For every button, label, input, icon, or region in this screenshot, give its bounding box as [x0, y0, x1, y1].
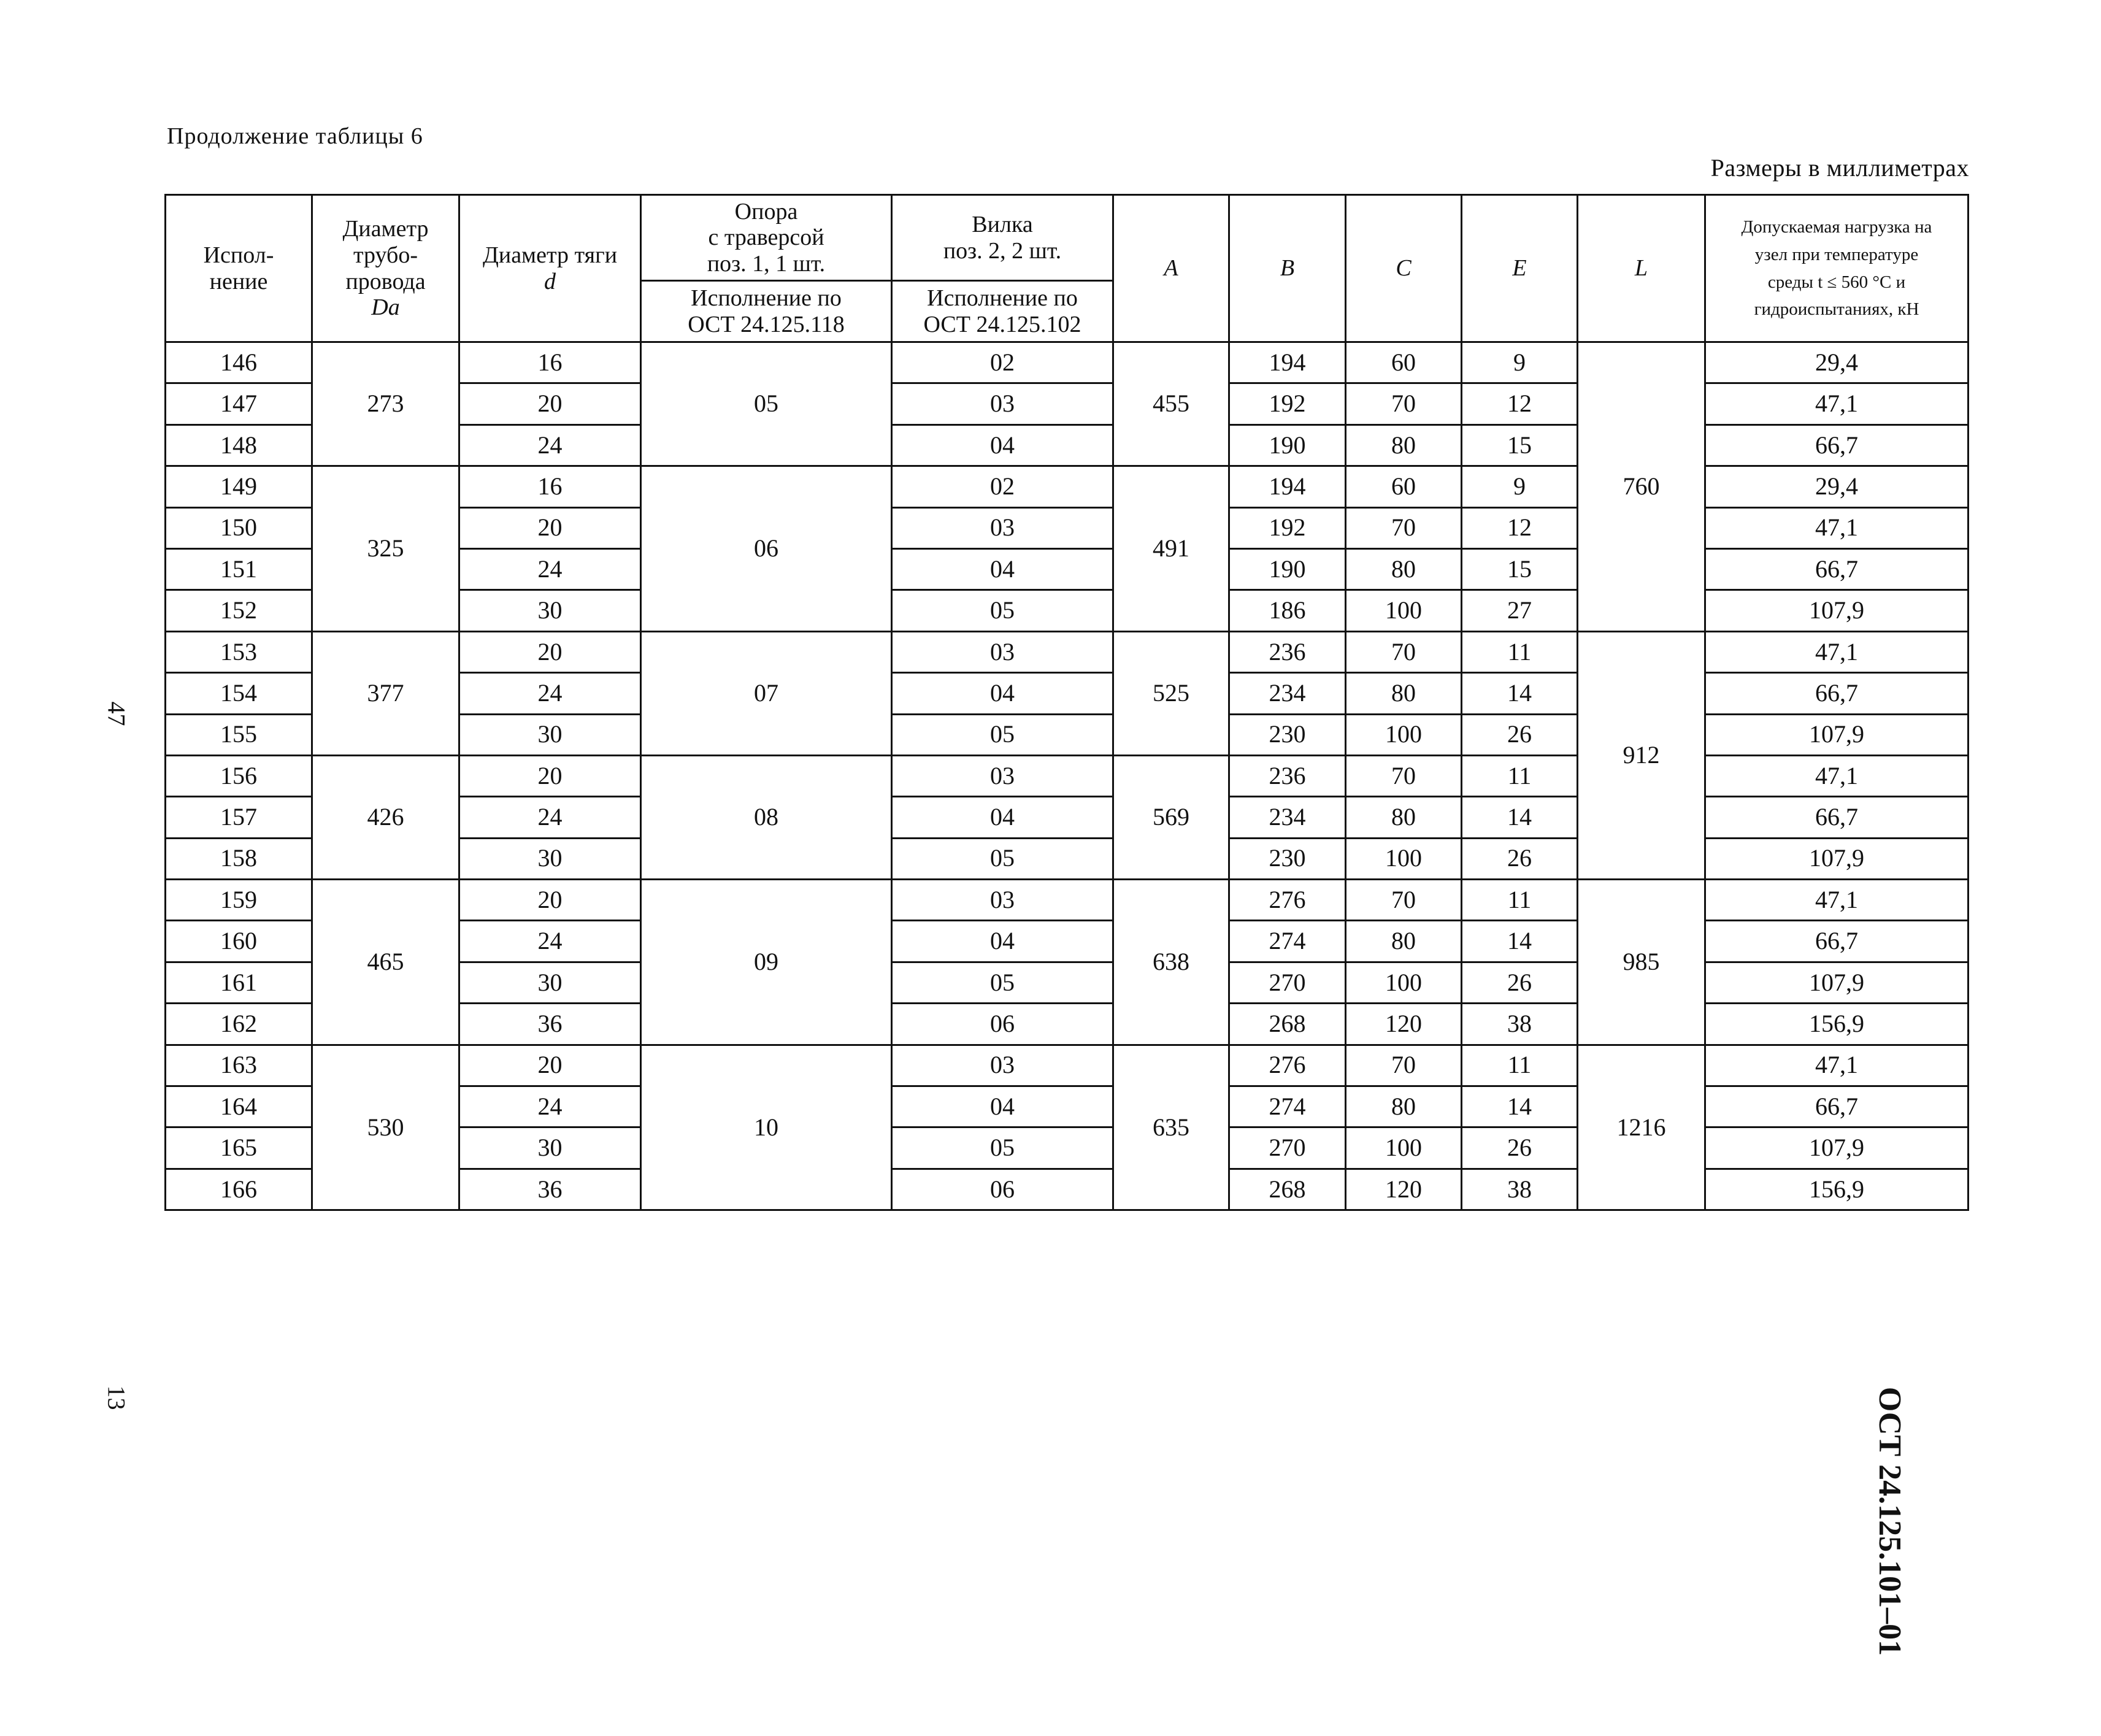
cell-pipe-diameter: 530 — [312, 1045, 459, 1210]
cell-rod-diameter: 20 — [459, 755, 641, 796]
page-number-bottom: 13 — [102, 1385, 131, 1410]
cell-execution: 156 — [166, 755, 312, 796]
cell-E: 26 — [1462, 838, 1578, 879]
cell-E: 26 — [1462, 962, 1578, 1003]
cell-load: 47,1 — [1705, 631, 1968, 672]
cell-E: 38 — [1462, 1004, 1578, 1045]
cell-load: 156,9 — [1705, 1169, 1968, 1210]
table-row — [166, 342, 1968, 383]
header-pipe-diameter: Диаметр трубо- провода Da — [312, 195, 459, 342]
cell-B: 190 — [1229, 424, 1346, 466]
cell-load: 66,7 — [1705, 921, 1968, 962]
cell-load: 107,9 — [1705, 1127, 1968, 1169]
cell-execution: 148 — [166, 424, 312, 466]
cell-load: 107,9 — [1705, 838, 1968, 879]
cell-E: 15 — [1462, 548, 1578, 590]
cell-execution: 164 — [166, 1086, 312, 1127]
cell-pipe-diameter: 377 — [312, 631, 459, 755]
table-row — [166, 631, 1968, 672]
cell-C: 80 — [1346, 673, 1462, 714]
cell-support: 06 — [641, 466, 892, 632]
cell-fork: 04 — [892, 673, 1113, 714]
cell-fork: 05 — [892, 962, 1113, 1003]
cell-B: 268 — [1229, 1169, 1346, 1210]
cell-execution: 162 — [166, 1004, 312, 1045]
cell-fork: 04 — [892, 1086, 1113, 1127]
cell-A: 525 — [1113, 631, 1229, 755]
cell-rod-diameter: 30 — [459, 1127, 641, 1169]
cell-B: 194 — [1229, 466, 1346, 507]
cell-execution: 158 — [166, 838, 312, 879]
cell-E: 15 — [1462, 424, 1578, 466]
cell-B: 234 — [1229, 797, 1346, 838]
cell-rod-diameter: 20 — [459, 507, 641, 548]
cell-C: 70 — [1346, 631, 1462, 672]
cell-load: 47,1 — [1705, 1045, 1968, 1086]
cell-support: 05 — [641, 342, 892, 466]
cell-E: 38 — [1462, 1169, 1578, 1210]
cell-fork: 03 — [892, 755, 1113, 796]
cell-support: 09 — [641, 880, 892, 1045]
cell-E: 11 — [1462, 631, 1578, 672]
cell-B: 192 — [1229, 507, 1346, 548]
cell-rod-diameter: 20 — [459, 880, 641, 921]
cell-load: 47,1 — [1705, 880, 1968, 921]
header-A: A — [1113, 195, 1229, 342]
cell-fork: 05 — [892, 590, 1113, 631]
cell-rod-diameter: 24 — [459, 797, 641, 838]
cell-B: 190 — [1229, 548, 1346, 590]
cell-pipe-diameter: 426 — [312, 755, 459, 879]
cell-B: 274 — [1229, 1086, 1346, 1127]
cell-E: 12 — [1462, 507, 1578, 548]
header-E: E — [1462, 195, 1578, 342]
cell-L: 985 — [1578, 880, 1705, 1045]
cell-E: 9 — [1462, 342, 1578, 383]
cell-execution: 165 — [166, 1127, 312, 1169]
cell-rod-diameter: 16 — [459, 342, 641, 383]
cell-fork: 04 — [892, 921, 1113, 962]
cell-execution: 163 — [166, 1045, 312, 1086]
cell-E: 26 — [1462, 714, 1578, 755]
cell-E: 14 — [1462, 797, 1578, 838]
cell-L: 912 — [1578, 631, 1705, 879]
table-caption: Продолжение таблицы 6 — [167, 123, 423, 149]
cell-pipe-diameter: 325 — [312, 466, 459, 632]
cell-A: 638 — [1113, 880, 1229, 1045]
cell-load: 47,1 — [1705, 383, 1968, 424]
cell-B: 230 — [1229, 838, 1346, 879]
header-support-standard: Исполнение по ОСТ 24.125.118 — [641, 281, 892, 342]
cell-rod-diameter: 20 — [459, 631, 641, 672]
cell-pipe-diameter: 465 — [312, 880, 459, 1045]
cell-C: 100 — [1346, 714, 1462, 755]
table-row — [166, 880, 1968, 921]
cell-B: 236 — [1229, 631, 1346, 672]
cell-C: 80 — [1346, 1086, 1462, 1127]
cell-rod-diameter: 24 — [459, 673, 641, 714]
cell-load: 29,4 — [1705, 342, 1968, 383]
cell-B: 270 — [1229, 1127, 1346, 1169]
cell-rod-diameter: 24 — [459, 921, 641, 962]
cell-rod-diameter: 30 — [459, 838, 641, 879]
cell-support: 08 — [641, 755, 892, 879]
dimensions-table — [164, 194, 1969, 1211]
cell-A: 455 — [1113, 342, 1229, 466]
header-L: L — [1578, 195, 1705, 342]
cell-fork: 03 — [892, 1045, 1113, 1086]
cell-execution: 149 — [166, 466, 312, 507]
header-C: C — [1346, 195, 1462, 342]
cell-B: 268 — [1229, 1004, 1346, 1045]
cell-load: 66,7 — [1705, 424, 1968, 466]
cell-load: 29,4 — [1705, 466, 1968, 507]
cell-C: 120 — [1346, 1004, 1462, 1045]
cell-C: 70 — [1346, 383, 1462, 424]
cell-C: 80 — [1346, 424, 1462, 466]
header-rod-diameter-symbol: d — [544, 268, 556, 294]
cell-E: 11 — [1462, 880, 1578, 921]
cell-C: 100 — [1346, 1127, 1462, 1169]
cell-E: 11 — [1462, 755, 1578, 796]
cell-C: 70 — [1346, 507, 1462, 548]
cell-fork: 03 — [892, 507, 1113, 548]
cell-B: 234 — [1229, 673, 1346, 714]
cell-B: 236 — [1229, 755, 1346, 796]
cell-rod-diameter: 24 — [459, 1086, 641, 1127]
cell-execution: 160 — [166, 921, 312, 962]
cell-E: 26 — [1462, 1127, 1578, 1169]
document-code: ОСТ 24.125.101–01 — [1872, 1386, 1907, 1656]
cell-C: 60 — [1346, 466, 1462, 507]
cell-load: 66,7 — [1705, 1086, 1968, 1127]
cell-fork: 05 — [892, 714, 1113, 755]
header-load: Допускаемая нагрузка на узел при температуре среды t ≤ 560 °С и гидроиспытаниях, кН — [1705, 195, 1968, 342]
cell-execution: 154 — [166, 673, 312, 714]
cell-load: 107,9 — [1705, 962, 1968, 1003]
cell-fork: 06 — [892, 1004, 1113, 1045]
header-pipe-diameter-symbol: Da — [371, 294, 400, 321]
cell-pipe-diameter: 273 — [312, 342, 459, 466]
cell-fork: 02 — [892, 342, 1113, 383]
cell-execution: 150 — [166, 507, 312, 548]
cell-fork: 02 — [892, 466, 1113, 507]
cell-fork: 03 — [892, 631, 1113, 672]
cell-B: 274 — [1229, 921, 1346, 962]
cell-execution: 146 — [166, 342, 312, 383]
page-number-top: 47 — [102, 701, 131, 726]
cell-execution: 166 — [166, 1169, 312, 1210]
cell-rod-diameter: 20 — [459, 1045, 641, 1086]
cell-support: 07 — [641, 631, 892, 755]
cell-C: 60 — [1346, 342, 1462, 383]
cell-B: 186 — [1229, 590, 1346, 631]
header-rod-diameter: Диаметр тяги d — [459, 195, 641, 342]
cell-C: 80 — [1346, 921, 1462, 962]
cell-C: 70 — [1346, 1045, 1462, 1086]
cell-B: 194 — [1229, 342, 1346, 383]
cell-B: 192 — [1229, 383, 1346, 424]
cell-rod-diameter: 16 — [459, 466, 641, 507]
cell-C: 70 — [1346, 755, 1462, 796]
cell-load: 47,1 — [1705, 507, 1968, 548]
cell-execution: 152 — [166, 590, 312, 631]
cell-B: 276 — [1229, 1045, 1346, 1086]
cell-execution: 159 — [166, 880, 312, 921]
cell-E: 27 — [1462, 590, 1578, 631]
cell-rod-diameter: 24 — [459, 424, 641, 466]
cell-E: 14 — [1462, 673, 1578, 714]
cell-load: 66,7 — [1705, 797, 1968, 838]
cell-rod-diameter: 36 — [459, 1004, 641, 1045]
cell-load: 107,9 — [1705, 714, 1968, 755]
cell-fork: 05 — [892, 1127, 1113, 1169]
cell-C: 70 — [1346, 880, 1462, 921]
cell-load: 156,9 — [1705, 1004, 1968, 1045]
cell-E: 14 — [1462, 1086, 1578, 1127]
cell-E: 14 — [1462, 921, 1578, 962]
cell-rod-diameter: 30 — [459, 714, 641, 755]
cell-rod-diameter: 24 — [459, 548, 641, 590]
cell-load: 47,1 — [1705, 755, 1968, 796]
cell-execution: 155 — [166, 714, 312, 755]
cell-execution: 157 — [166, 797, 312, 838]
cell-fork: 04 — [892, 548, 1113, 590]
cell-E: 11 — [1462, 1045, 1578, 1086]
cell-fork: 05 — [892, 838, 1113, 879]
cell-B: 270 — [1229, 962, 1346, 1003]
cell-A: 491 — [1113, 466, 1229, 632]
cell-A: 569 — [1113, 755, 1229, 879]
cell-fork: 06 — [892, 1169, 1113, 1210]
cell-fork: 03 — [892, 383, 1113, 424]
header-fork-standard: Исполнение по ОСТ 24.125.102 — [892, 281, 1113, 342]
header-execution: Испол- нение — [166, 195, 312, 342]
header-support: Опора с траверсой поз. 1, 1 шт. — [641, 195, 892, 281]
cell-L: 760 — [1578, 342, 1705, 632]
cell-C: 80 — [1346, 797, 1462, 838]
cell-C: 100 — [1346, 590, 1462, 631]
cell-load: 66,7 — [1705, 548, 1968, 590]
cell-B: 276 — [1229, 880, 1346, 921]
cell-rod-diameter: 36 — [459, 1169, 641, 1210]
table-row — [166, 1045, 1968, 1086]
cell-C: 120 — [1346, 1169, 1462, 1210]
header-B: B — [1229, 195, 1346, 342]
cell-A: 635 — [1113, 1045, 1229, 1210]
cell-fork: 04 — [892, 424, 1113, 466]
cell-fork: 04 — [892, 797, 1113, 838]
cell-execution: 147 — [166, 383, 312, 424]
cell-E: 12 — [1462, 383, 1578, 424]
cell-rod-diameter: 30 — [459, 590, 641, 631]
cell-C: 100 — [1346, 962, 1462, 1003]
cell-execution: 161 — [166, 962, 312, 1003]
cell-load: 66,7 — [1705, 673, 1968, 714]
cell-fork: 03 — [892, 880, 1113, 921]
header-fork: Вилка поз. 2, 2 шт. — [892, 195, 1113, 281]
cell-rod-diameter: 30 — [459, 962, 641, 1003]
cell-B: 230 — [1229, 714, 1346, 755]
cell-L: 1216 — [1578, 1045, 1705, 1210]
cell-support: 10 — [641, 1045, 892, 1210]
cell-C: 100 — [1346, 838, 1462, 879]
cell-execution: 151 — [166, 548, 312, 590]
cell-C: 80 — [1346, 548, 1462, 590]
cell-E: 9 — [1462, 466, 1578, 507]
cell-execution: 153 — [166, 631, 312, 672]
units-note: Размеры в миллиметрах — [1710, 154, 1969, 182]
cell-rod-diameter: 20 — [459, 383, 641, 424]
cell-load: 107,9 — [1705, 590, 1968, 631]
